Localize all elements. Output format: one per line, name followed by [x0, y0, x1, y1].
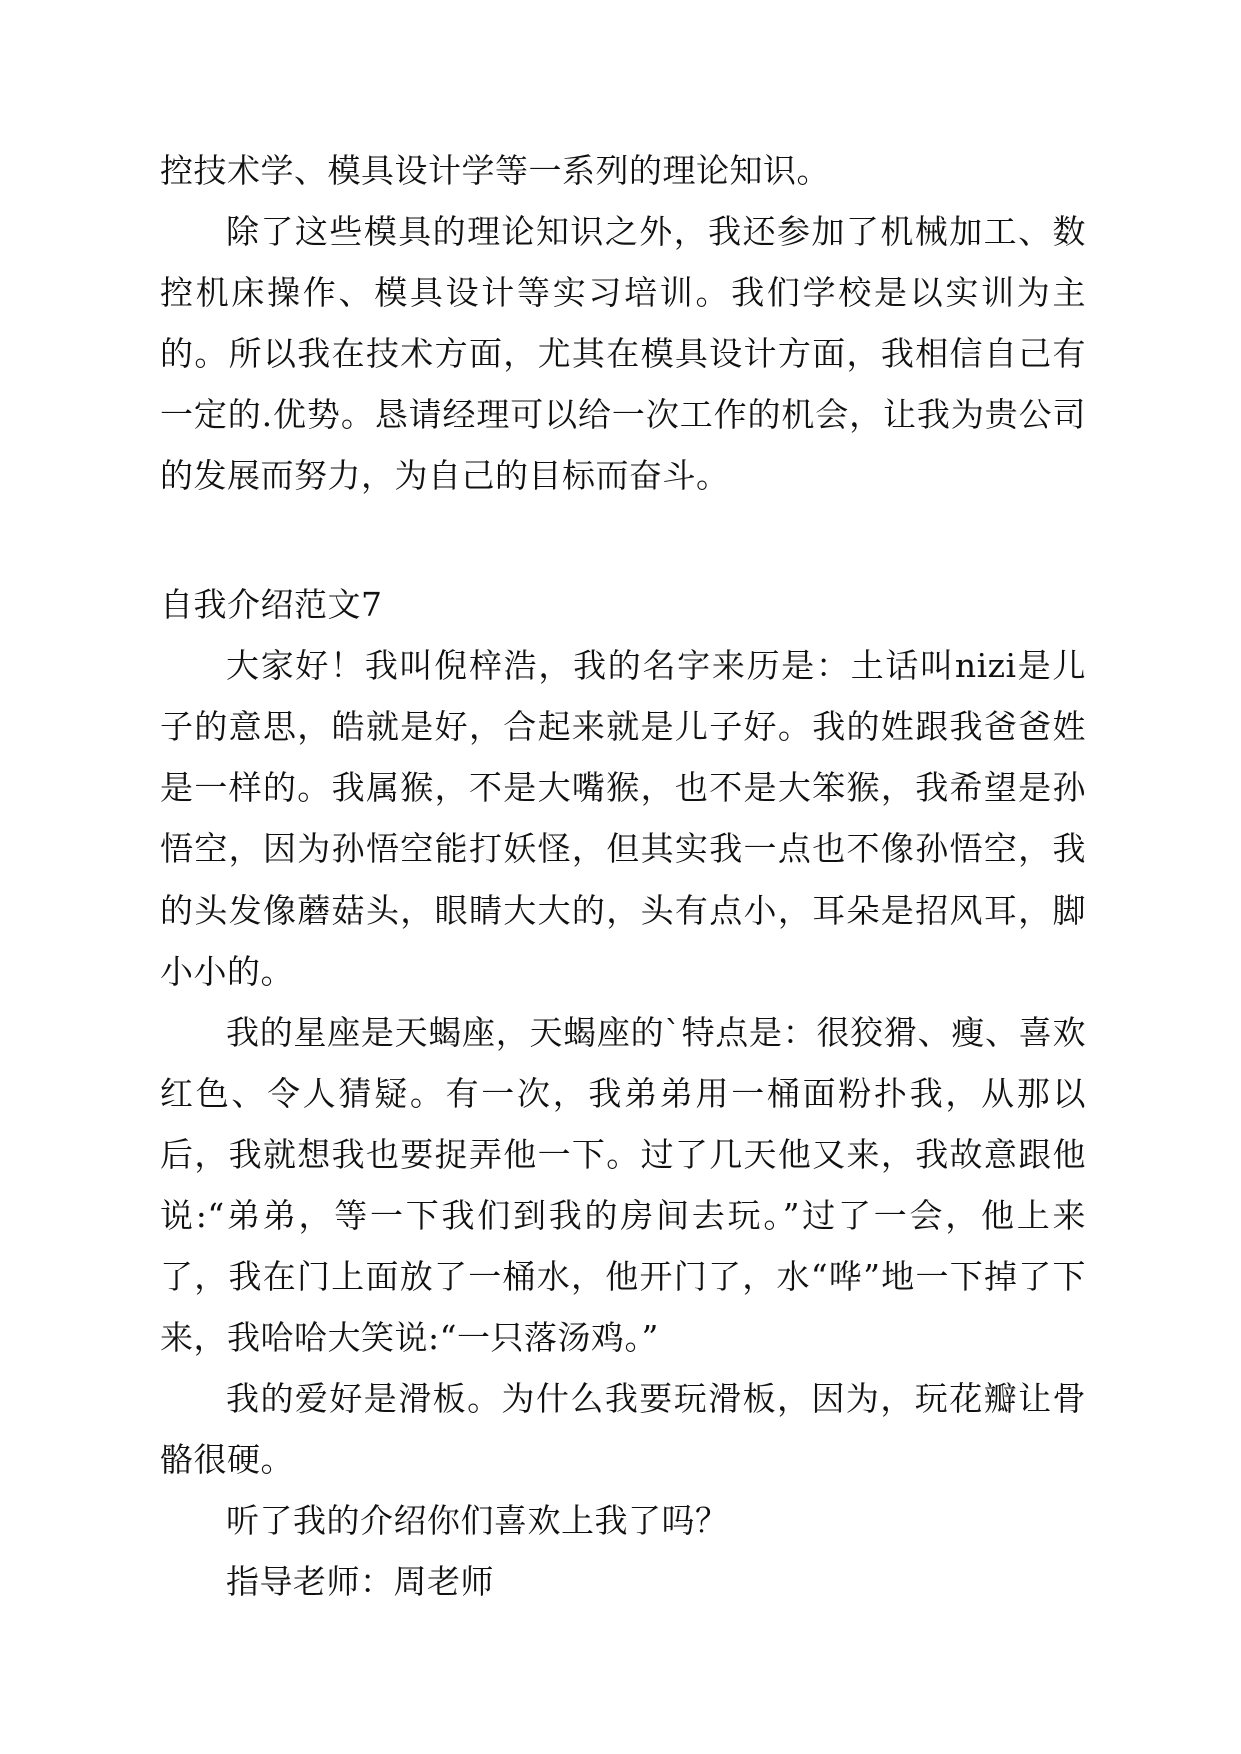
paragraph-teacher: 指导老师：周老师 — [226, 1562, 494, 1602]
paragraph-zodiac: 我的星座是天蝎座，天蝎座的`特点是：很狡猾、瘦、喜欢红色、令人猜疑。有一次，我弟弟用一桶面粉扑我，从那以后，我就想我也要捉弄他一下。过了几天他又来，我故意跟他说:“弟弟，等一下我们到我的房间去玩。”过了一会，他上来了，我在门上面放了一桶水，他开门了，水“哗”地一下掉了下来，我哈哈大笑说:“一只落汤鸡。” — [160, 1012, 1086, 1357]
paragraph-question: 听了我的介绍你们喜欢上我了吗？ — [226, 1500, 729, 1540]
section-spacer — [160, 506, 1086, 574]
paragraph-hobby: 我的爱好是滑板。为什么我要玩滑板，因为，玩花瓣让骨骼很硬。 — [160, 1378, 1086, 1479]
paragraph-continued: 控技术学、模具设计学等一系列的理论知识。 — [160, 151, 830, 190]
paragraph-name-origin: 大家好！我叫倪梓浩，我的名字来历是：土话叫nizi是儿子的意思，皓就是好，合起来就是儿子好。我的姓跟我爸爸姓是一样的。我属猴，不是大嘴猴，也不是大笨猴，我希望是孙悟空，因为孙悟空能打妖怪，但其实我一点也不像孙悟空，我的头发像蘑菇头，眼睛大大的，头有点小，耳朵是招风耳，脚小小的。 — [160, 646, 1086, 991]
document-body — [160, 140, 1086, 1612]
heading-sample-7: 自我介绍范文7 — [160, 585, 383, 625]
paragraph-internship: 除了这些模具的理论知识之外，我还参加了机械加工、数控机床操作、模具设计等实习培训。我们学校是以实训为主的。所以我在技术方面，尤其在模具设计方面，我相信自己有一定的.优势。恳请经理可以给一次工作的机会，让我为贵公司的发展而努力，为自己的目标而奋斗。 — [160, 212, 1086, 496]
